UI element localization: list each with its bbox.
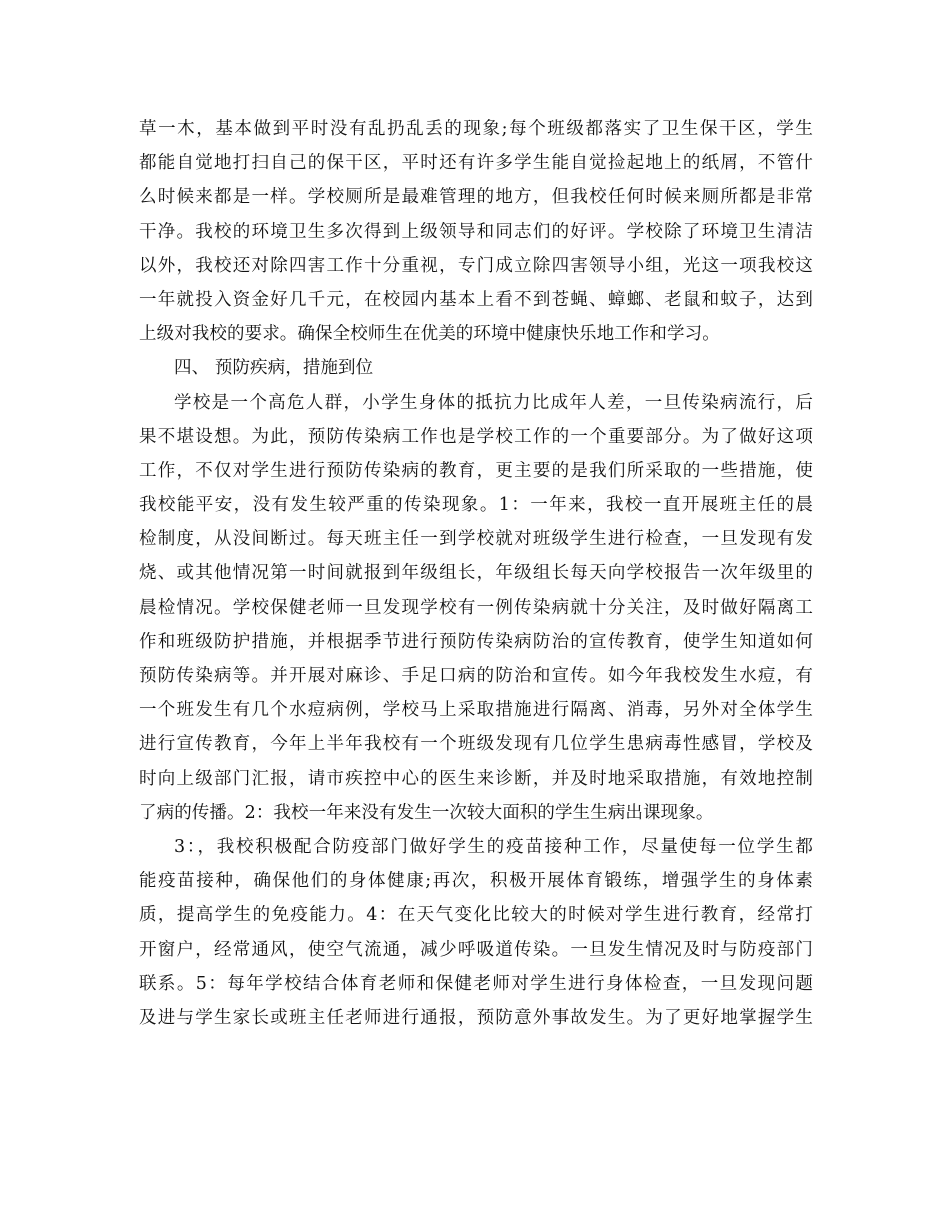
text-line: 学校是一个高危人群，小学生身体的抵抗力比成年人差，一旦传染病流行，后 [174, 392, 813, 413]
text-line: 质，提高学生的免疫能力。4：在天气变化比较大的时候对学生进行教育，经常打 [139, 905, 813, 926]
text-line: 以外，我校还对除四害工作十分重视，专门成立除四害领导小组，光这一项我校这 [139, 255, 813, 276]
text-line: 能疫苗接种，确保他们的身体健康;再次，积极开展体育锻练，增强学生的身体素 [139, 871, 813, 892]
text-line: 工作，不仅对学生进行预防传染病的教育，更主要的是我们所采取的一些措施，使 [139, 460, 813, 481]
text-line: 一年就投入资金好几千元，在校园内基本上看不到苍蝇、蟑螂、老鼠和蚊子，达到 [139, 289, 813, 310]
text-line: 检制度，从没间断过。每天班主任一到学校就对班级学生进行检查，一旦发现有发 [139, 529, 813, 550]
text-line: 联系。5：每年学校结合体育老师和保健老师对学生进行身体检查，一旦发现问题 [139, 973, 813, 994]
text-line: 开窗户，经常通风，使空气流通，减少呼吸道传染。一旦发生情况及时与防疫部门 [139, 939, 813, 960]
text-line: 上级对我校的要求。确保全校师生在优美的环境中健康快乐地工作和学习。 [139, 324, 720, 345]
document-body [139, 112, 813, 1035]
text-line: 了病的传播。2：我校一年来没有发生一次较大面积的学生生病出课现象。 [139, 802, 714, 823]
text-line: 草一木，基本做到平时没有乱扔乱丢的现象;每个班级都落实了卫生保干区，学生 [139, 119, 813, 139]
text-line: 果不堪设想。为此，预防传染病工作也是学校工作的一个重要部分。为了做好这项 [139, 426, 813, 447]
text-line: 干净。我校的环境卫生多次得到上级领导和同志们的好评。学校除了环境卫生清洁 [139, 221, 813, 242]
text-line: 我校能平安，没有发生较严重的传染现象。1：一年来，我校一直开展班主任的晨 [139, 495, 813, 516]
text-line: 晨检情况。学校保健老师一旦发现学校有一例传染病就十分关注，及时做好隔离工 [139, 597, 813, 618]
text-line: 时向上级部门汇报，请市疾控中心的医生来诊断，并及时地采取措施，有效地控制 [139, 768, 813, 789]
text-line: 进行宣传教育，今年上半年我校有一个班级发现有几位学生患病毒性感冒，学校及 [139, 734, 813, 755]
text-line: 都能自觉地打扫自己的保干区，平时还有许多学生能自觉捡起地上的纸屑，不管什 [139, 153, 813, 174]
text-line: 么时候来都是一样。学校厕所是最难管理的地方，但我校任何时候来厕所都是非常 [139, 187, 813, 208]
text-line: 预防传染病等。并开展对麻诊、手足口病的防治和宣传。如今年我校发生水痘，有 [139, 666, 813, 686]
section-heading: 四、 预防疾病，措施到位 [174, 358, 374, 379]
text-line: 一个班发生有几个水痘病例，学校马上采取措施进行隔离、消毒，另外对全体学生 [139, 700, 813, 721]
text-line: 及进与学生家长或班主任老师进行通报，预防意外事故发生。为了更好地掌握学生 [139, 1007, 813, 1028]
text-line: 烧、或其他情况第一时间就报到年级组长，年级组长每天向学校报告一次年级里的 [139, 563, 813, 584]
text-line: 3：，我校积极配合防疫部门做好学生的疫苗接种工作，尽量使每一位学生都 [174, 836, 813, 857]
text-line: 作和班级防护措施，并根据季节进行预防传染病防治的宣传教育，使学生知道如何 [139, 631, 813, 652]
